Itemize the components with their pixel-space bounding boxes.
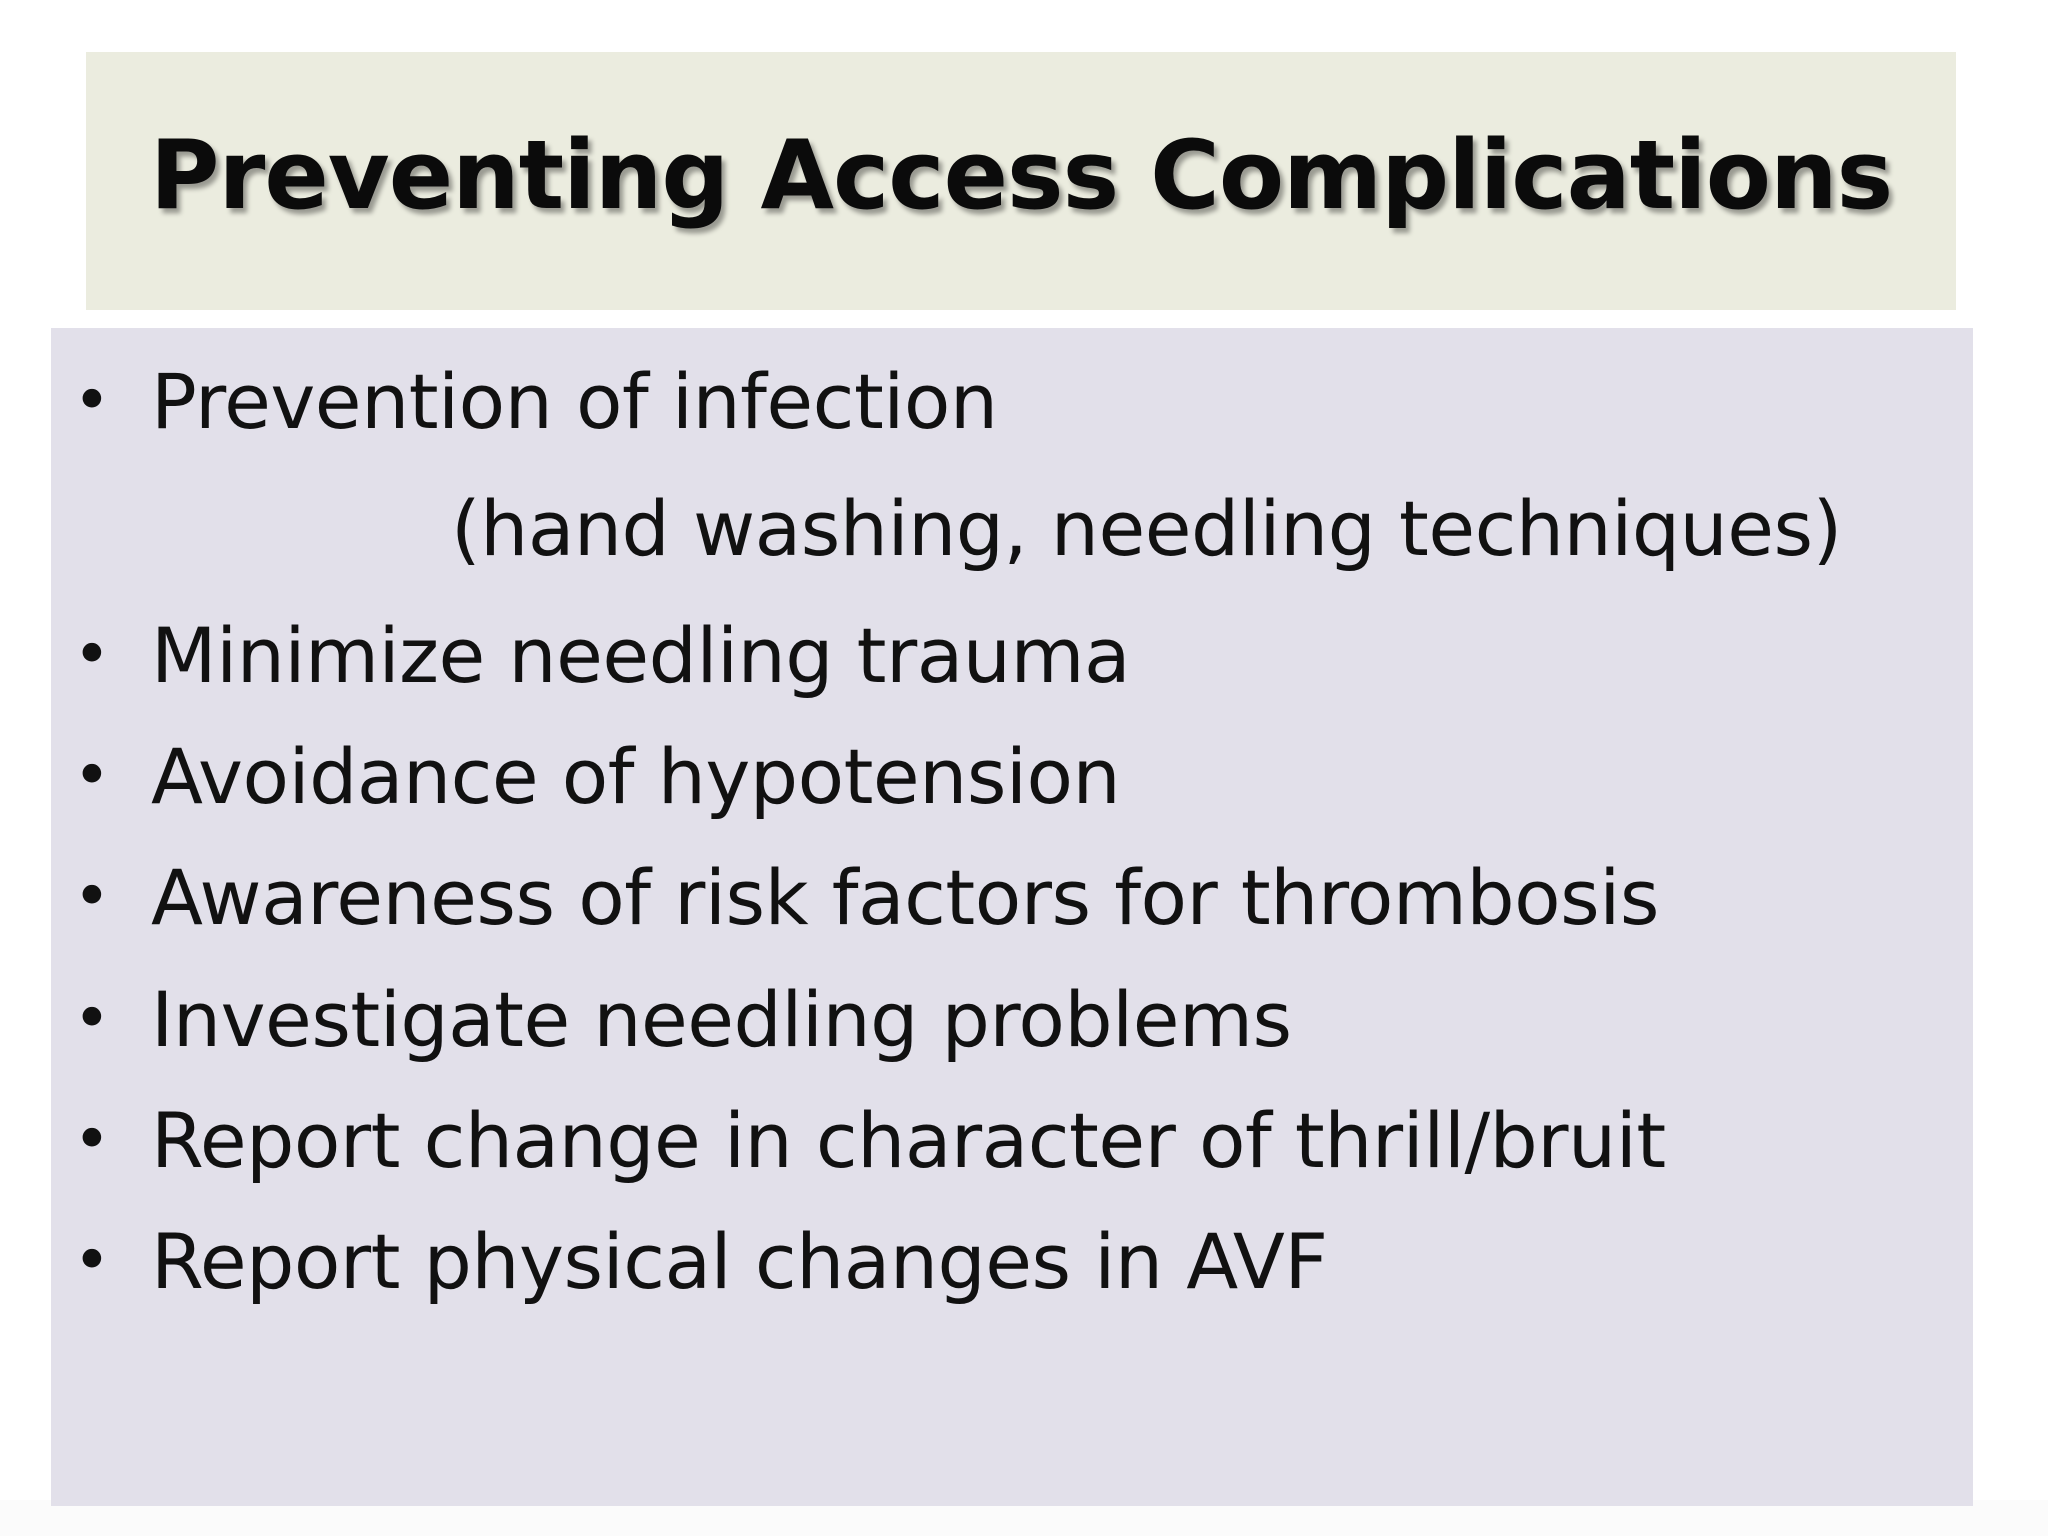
bullet-item-report-change-in-thrill	[51, 1085, 1666, 1195]
bullet-text: Report change in character of thrill/bruit	[151, 1095, 1666, 1185]
title-banner	[86, 52, 1956, 310]
bullet-text: Awareness of risk factors for thrombosis	[151, 852, 1659, 942]
bullet-marker: •	[73, 618, 111, 692]
bullet-marker: •	[73, 1103, 111, 1177]
bullet-item-report-physical-changes	[51, 1206, 1328, 1316]
bullet-item-minimize-needling-trauma	[51, 600, 1130, 710]
bullet-text: Investigate needling problems	[151, 974, 1292, 1064]
bullet-content-panel	[51, 328, 1973, 1506]
bullet-text: Avoidance of hypotension	[151, 731, 1121, 821]
bullet-text: Minimize needling trauma	[151, 610, 1131, 700]
slide-title: Preventing Access Complications	[149, 121, 1893, 231]
bullet-subtext-hand-washing: (hand washing, needling techniques)	[451, 483, 1842, 573]
bullet-marker: •	[73, 739, 111, 813]
bullet-text: Report physical changes in AVF	[151, 1216, 1328, 1306]
bullet-marker: •	[73, 860, 111, 934]
bullet-marker: •	[73, 364, 111, 438]
bullet-text: Prevention of infection	[151, 356, 998, 446]
bullet-marker: •	[73, 1224, 111, 1298]
bullet-item-awareness-of-risk-factors	[51, 842, 1659, 952]
bullet-item-prevention-of-infection	[51, 346, 998, 456]
bullet-item-investigate-needling-problems	[51, 964, 1292, 1074]
bullet-marker: •	[73, 982, 111, 1056]
bullet-item-avoidance-of-hypotension	[51, 721, 1120, 831]
